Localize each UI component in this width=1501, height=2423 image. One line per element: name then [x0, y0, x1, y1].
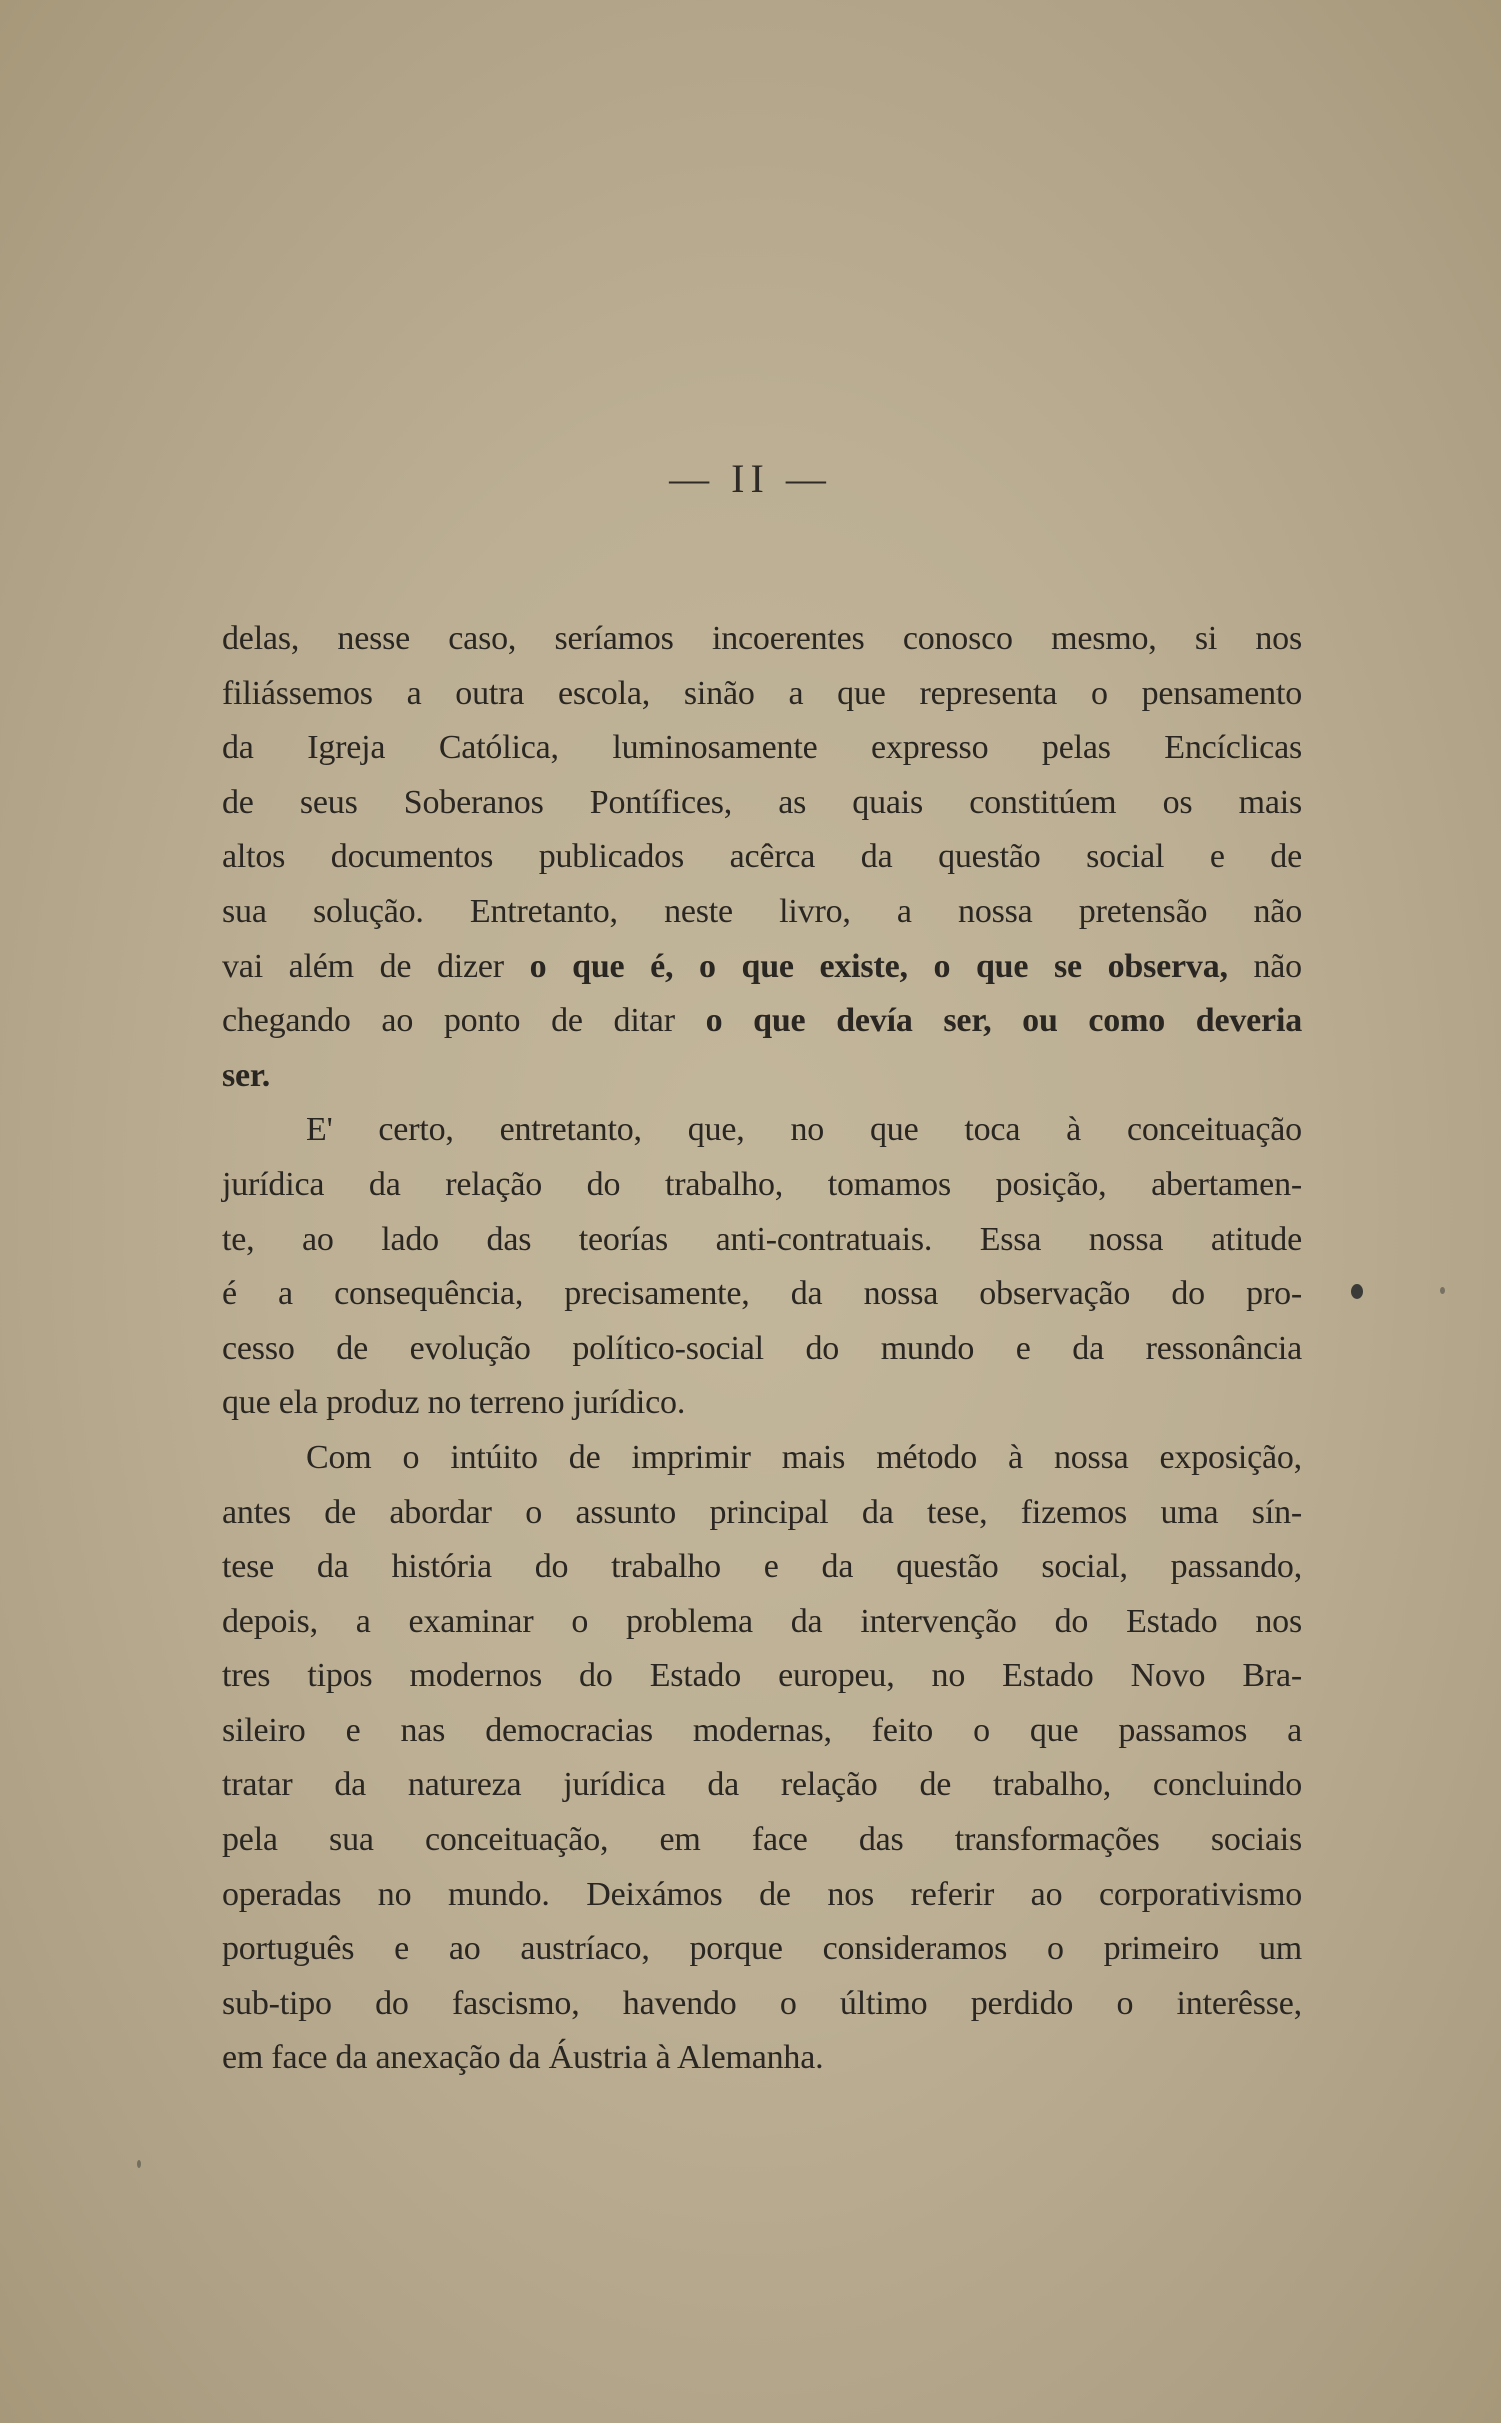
- bold-text: ser.: [222, 1056, 270, 1094]
- text-line: [222, 1813, 1302, 1868]
- text-run: altos documentos publicados acêrca da questão social e de: [222, 838, 1302, 876]
- text-line: [222, 1322, 1302, 1377]
- text-line: [222, 1158, 1302, 1213]
- text-run: Com o intúito de imprimir mais método à nossa exposição,: [306, 1438, 1302, 1476]
- text-run: operadas no mundo. Deixámos de nos referir ao corporativismo: [222, 1875, 1302, 1913]
- text-run: filiássemos a outra escola, sinão a que representa o pensamento: [222, 674, 1302, 712]
- text-run: sua solução. Entretanto, neste livro, a nossa pretensão não: [222, 892, 1302, 930]
- text-line: [222, 1486, 1302, 1541]
- text-run: pela sua conceituação, em face das transformações sociais: [222, 1821, 1302, 1859]
- bold-text: o que devía ser, ou como deveria: [705, 1002, 1302, 1040]
- text-line: [222, 940, 1302, 995]
- page-number: — II —: [669, 456, 832, 501]
- text-line: [222, 1049, 1302, 1104]
- text-run: português e ao austríaco, porque consideramos o primeiro um: [222, 1930, 1302, 1968]
- text-line: [222, 2031, 1302, 2086]
- text-line: [222, 1540, 1302, 1595]
- text-line: [222, 1922, 1302, 1977]
- text-run: tratar da natureza jurídica da relação de trabalho, concluindo: [222, 1766, 1302, 1804]
- text-line: [222, 1431, 1302, 1486]
- text-line: [222, 721, 1302, 776]
- text-run: de seus Soberanos Pontífices, as quais constitúem os mais: [222, 783, 1302, 821]
- text-line: [222, 1376, 1302, 1431]
- ink-speck: [137, 2160, 141, 2168]
- text-run: tese da história do trabalho e da questão social, passando,: [222, 1548, 1302, 1586]
- text-line: [222, 1977, 1302, 2032]
- text-run: jurídica da relação do trabalho, tomamos posição, abertamen-: [222, 1165, 1302, 1203]
- text-run: em face da anexação da Áustria à Alemanha.: [222, 2039, 824, 2077]
- text-line: [222, 1595, 1302, 1650]
- text-line: [222, 1267, 1302, 1322]
- text-line: [222, 994, 1302, 1049]
- text-run: é a consequência, precisamente, da nossa observação do pro-: [222, 1275, 1302, 1313]
- text-run: tres tipos modernos do Estado europeu, no Estado Novo Bra-: [222, 1657, 1302, 1695]
- paragraph: [222, 612, 1302, 1103]
- text-line: [222, 1649, 1302, 1704]
- text-line: [222, 667, 1302, 722]
- paragraph: [222, 1431, 1302, 2086]
- paragraph: [222, 1103, 1302, 1431]
- text-line: [222, 885, 1302, 940]
- text-run: depois, a examinar o problema da intervenção do Estado nos: [222, 1602, 1302, 1640]
- text-line: [222, 776, 1302, 831]
- text-line: [222, 1868, 1302, 1923]
- text-run: não: [1227, 947, 1302, 985]
- text-run: que ela produz no terreno jurídico.: [222, 1384, 686, 1422]
- text-line: [222, 1758, 1302, 1813]
- text-run: cesso de evolução político-social do mundo e da ressonância: [222, 1329, 1302, 1367]
- text-line: [222, 830, 1302, 885]
- text-run: chegando ao ponto de ditar: [222, 1002, 706, 1040]
- text-line: [222, 1704, 1302, 1759]
- text-run: sileiro e nas democracias modernas, feito o que passamos a: [222, 1711, 1302, 1749]
- ink-speck: [1351, 1284, 1363, 1299]
- text-run: da Igreja Católica, luminosamente expresso pelas Encíclicas: [222, 729, 1302, 767]
- text-line: [222, 612, 1302, 667]
- text-run: E' certo, entretanto, que, no que toca à conceituação: [306, 1111, 1302, 1149]
- text-line: [222, 1213, 1302, 1268]
- text-run: antes de abordar o assunto principal da tese, fizemos uma sín-: [222, 1493, 1302, 1531]
- bold-text: o que é, o que existe, o que se observa,: [529, 947, 1228, 985]
- ink-speck: [1440, 1287, 1445, 1294]
- text-run: te, ao lado das teorías anti-contratuais. Essa nossa atitude: [222, 1220, 1302, 1258]
- text-run: vai além de dizer: [222, 947, 530, 985]
- text-line: [222, 1103, 1302, 1158]
- body-text: [222, 612, 1302, 2086]
- text-run: delas, nesse caso, seríamos incoerentes conosco mesmo, si nos: [222, 620, 1302, 657]
- text-run: sub-tipo do fascismo, havendo o último perdido o interêsse,: [222, 1984, 1302, 2022]
